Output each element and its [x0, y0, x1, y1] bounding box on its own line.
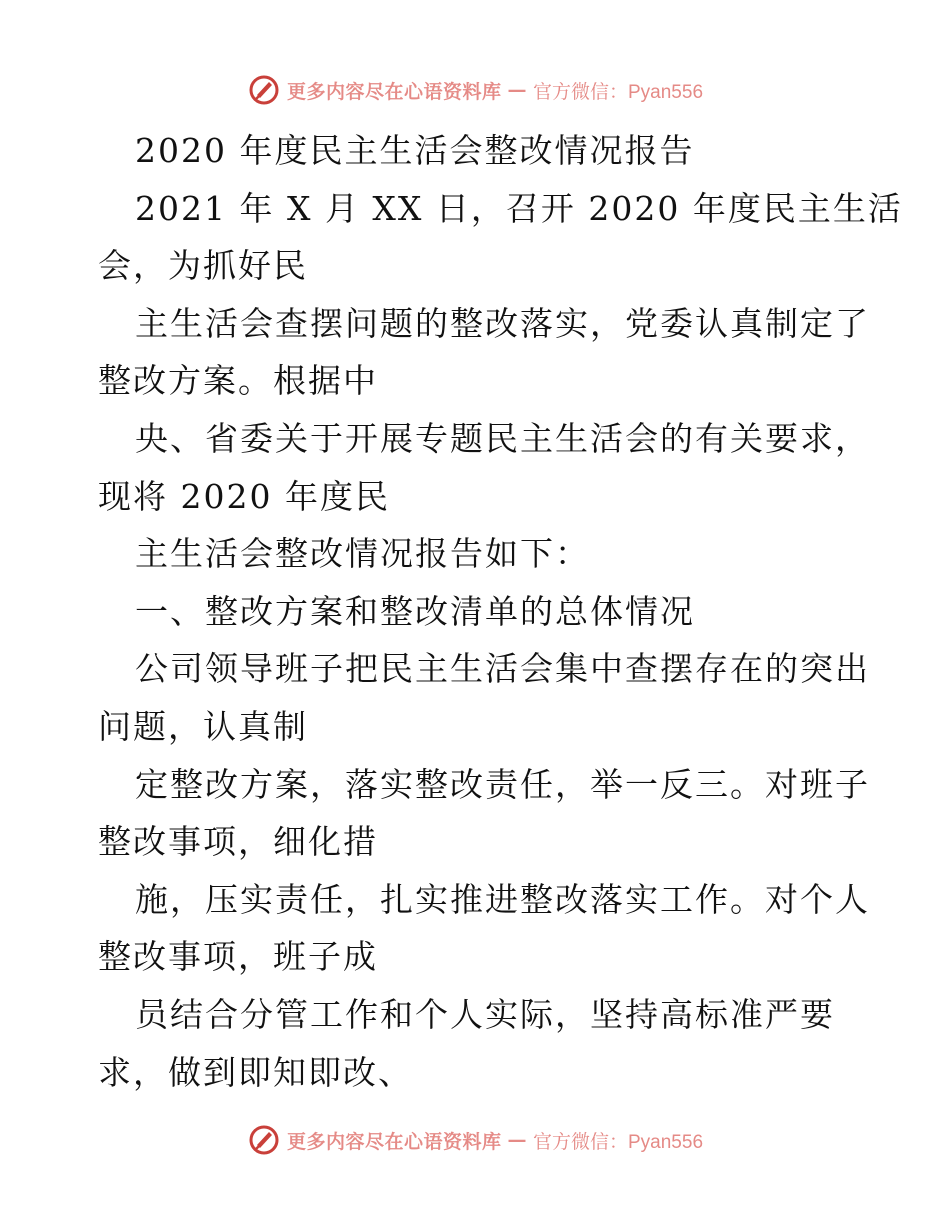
section-heading: 一、整改方案和整改清单的总体情况: [135, 591, 695, 631]
footer-separator: —: [507, 1129, 527, 1151]
paragraph-line: 2021 年 X 月 XX 日，召开 2020 年度民主生活: [135, 188, 903, 228]
paragraph-line: 会，为抓好民: [98, 246, 308, 286]
footer-wechat-text: 官方微信：Pyan556: [533, 1131, 704, 1153]
logo-icon: [247, 1123, 281, 1157]
paragraph-line: 公司领导班子把民主生活会集中查摆存在的突出: [135, 649, 870, 689]
paragraph-line: 现将 2020 年度民: [98, 476, 390, 516]
paragraph-line: 施，压实责任，扎实推进整改落实工作。对个人: [135, 879, 870, 919]
header-separator: —: [507, 79, 527, 101]
paragraph-line: 员结合分管工作和个人实际，坚持高标准严要: [135, 994, 835, 1034]
paragraph-line: 定整改方案，落实整改责任，举一反三。对班子: [135, 764, 870, 804]
paragraph-line: 整改事项，细化措: [98, 822, 378, 862]
footer-banner: [0, 1120, 950, 1160]
paragraph-line: 主生活会查摆问题的整改落实，党委认真制定了: [135, 303, 870, 343]
paragraph-line: 整改方案。根据中: [98, 361, 378, 401]
header-wechat-text: 官方微信：Pyan556: [533, 81, 704, 103]
document-title: 2020 年度民主生活会整改情况报告: [135, 131, 695, 170]
header-banner: [0, 70, 950, 110]
paragraph-line: 央、省委关于开展专题民主生活会的有关要求，: [135, 418, 870, 458]
footer-site-text: 更多内容尽在心语资料库: [286, 1130, 502, 1153]
paragraph-line: 问题，认真制: [98, 706, 308, 746]
header-site-text: 更多内容尽在心语资料库: [286, 80, 502, 103]
paragraph-line: 整改事项，班子成: [98, 937, 378, 977]
paragraph-line: 主生活会整改情况报告如下：: [135, 534, 590, 574]
paragraph-line: 求，做到即知即改、: [98, 1052, 413, 1092]
document-body: [98, 122, 903, 1101]
logo-icon: [247, 73, 281, 107]
